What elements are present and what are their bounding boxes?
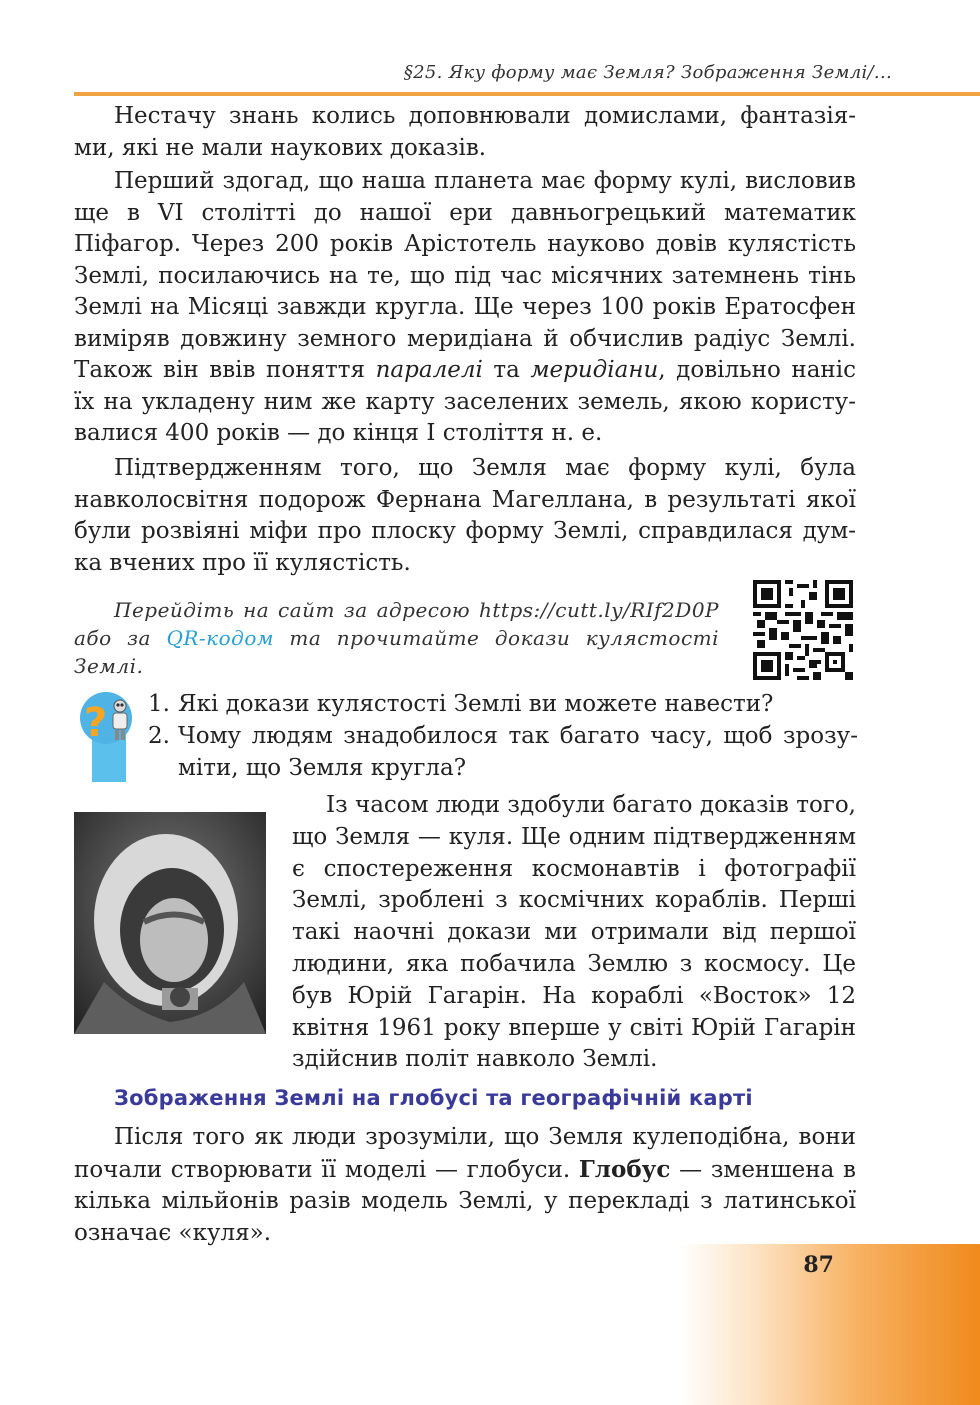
- task-text: [74, 596, 719, 680]
- svg-text:?: ?: [84, 700, 108, 746]
- question-number: 2.: [148, 723, 170, 749]
- paragraph-2-text-c: , довільно наніс їх на укладену ним же карту заселених земель, якою користувалися 400 років — до кінця І століття н. е.: [74, 357, 857, 446]
- question-item: [148, 688, 858, 720]
- paragraph-3-text: Підтвердженням того, що Земля має форму кулі, була навколосвітня подорож Фернана Магеллана, в результаті якої були розвіяні міфи про плоску форму Землі, справдилася думка вчених про її кулястість.: [74, 455, 856, 576]
- qr-link[interactable]: QR-кодом: [166, 626, 274, 650]
- section-paragraph-text-a: Після того як люди зрозуміли, що Земля кулеподібна, вони почали створювати її моделі — глобуси.: [74, 1124, 856, 1183]
- question-text: Чому людям знадобилося так багато часу, щоб зрозуміти, що Земля кругла?: [178, 723, 858, 781]
- question-text: Які докази кулястості Землі ви можете навести?: [178, 691, 774, 717]
- paragraph-1-text: Нестачу знань колись доповнювали домислами, фантазіями, які не мали наукових доказів.: [74, 103, 856, 161]
- paragraph-2-text-a: Перший здогад, що наша планета має форму кулі, висловив ще в VI столітті до нашої ери давньогрецький математик Піфагор. Через 200 років Арістотель науково довів кулястість Землі, посилаючись на те, що під час місячних затемнень тінь Землі на Місяці завжди кругла. Ще через 100 років Ератосфен виміряв довжину земного меридіана й обчислив радіус Землі. Також він ввів поняття: [74, 168, 856, 383]
- question-item: [148, 720, 858, 784]
- section-title: Зображення Землі на глобусі та географічній карті: [114, 1086, 753, 1110]
- paragraph-2: [74, 166, 856, 450]
- question-robot-icon: [74, 688, 144, 782]
- gagarin-paragraph-text: Із часом люди здобули багато доказів того, що Земля — куля. Ще одним підтвердженням є спостереження космонавтів і фотографії Землі, зроблені з космічних кораблів. Перші такі наочні докази ми отримали від першої людини, яка побачила Землю з космосу. Це був Юрій Гагарін. На кораблі «Восток» 12 квітня 1961 року вперше у світі Юрій Гагарін здійснив політ навколо Землі.: [292, 792, 856, 1073]
- term-globus: Глобус: [578, 1155, 671, 1183]
- task-text-a: Перейдіть на сайт за адресою https://cutt.ly/RIf2D0P або за: [74, 598, 719, 650]
- section-paragraph-text-b: — зменшена в кілька мільйонів разів модель Землі, у перекладі з латинської означає «куля».: [74, 1156, 856, 1246]
- qr-code-icon[interactable]: [752, 580, 854, 680]
- header-title: §25. Яку форму має Земля? Зображення Землі/...: [403, 62, 892, 83]
- term-paralleli: паралелі: [375, 357, 483, 383]
- questions-list: [148, 688, 858, 784]
- section-paragraph: [74, 1122, 856, 1249]
- gagarin-photo: [74, 812, 266, 1034]
- paragraph-1: [74, 101, 856, 164]
- term-meridiany: меридіани: [530, 357, 659, 383]
- page-header: [74, 58, 980, 96]
- paragraph-3: [74, 453, 856, 579]
- paragraph-2-text-b: та: [482, 357, 531, 383]
- question-number: 1.: [148, 691, 170, 717]
- gagarin-paragraph: [292, 790, 856, 1076]
- task-text-b: та прочитайте докази кулястості Землі.: [74, 626, 720, 678]
- page-number: 87: [803, 1252, 834, 1278]
